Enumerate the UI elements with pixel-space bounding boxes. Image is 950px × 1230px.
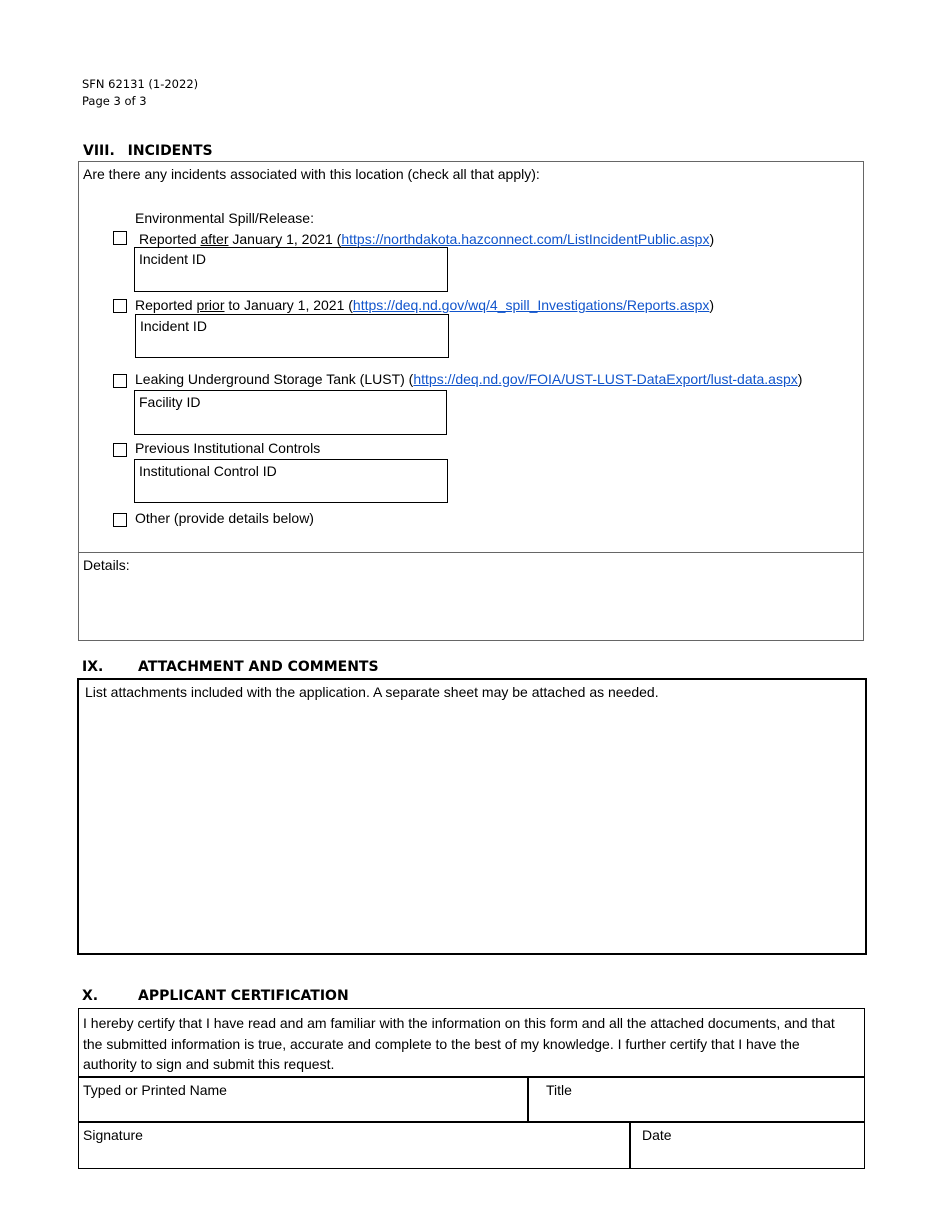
signature-date-divider: [629, 1122, 631, 1168]
lust-label: [135, 371, 802, 387]
reported-after-post: January 1, 2021 (: [228, 231, 342, 247]
title-field[interactable]: [530, 1078, 864, 1121]
section-viii-heading: [83, 143, 213, 159]
printed-name-label: Typed or Printed Name: [83, 1082, 227, 1098]
institutional-control-id-label: Institutional Control ID: [139, 463, 277, 479]
section-ix-title: ATTACHMENT AND COMMENTS: [138, 659, 379, 675]
section-x-number: X.: [82, 988, 99, 1004]
details-panel[interactable]: [78, 552, 864, 641]
hazconnect-link[interactable]: https://northdakota.hazconnect.com/ListIncidentPublic.aspx: [341, 231, 710, 247]
institutional-controls-label: Previous Institutional Controls: [135, 440, 321, 456]
facility-id-label: Facility ID: [139, 394, 201, 410]
date-field[interactable]: [632, 1123, 864, 1167]
reported-after-pre: Reported: [139, 231, 201, 247]
reported-prior-close: ): [709, 297, 715, 313]
reported-prior-emphasis: prior: [196, 297, 225, 313]
details-label: Details:: [83, 557, 130, 573]
attachments-textarea[interactable]: [77, 678, 867, 955]
reported-prior-post: to January 1, 2021 (: [224, 297, 353, 313]
incidents-question: Are there any incidents associated with this location (check all that apply):: [83, 166, 540, 182]
institutional-controls-checkbox[interactable]: [113, 443, 127, 457]
signature-field[interactable]: [80, 1123, 628, 1167]
section-ix-heading: [82, 659, 379, 675]
lust-close: ): [797, 371, 803, 387]
reported-after-label: [139, 231, 714, 247]
signature-label: Signature: [83, 1127, 143, 1143]
name-title-divider: [527, 1077, 529, 1122]
title-label: Title: [546, 1082, 572, 1098]
section-viii-number: VIII.: [83, 143, 115, 159]
reported-after-emphasis: after: [200, 231, 229, 247]
reported-prior-label: [135, 297, 714, 313]
section-x-heading: [82, 988, 349, 1004]
incident-id-after-label: Incident ID: [139, 251, 206, 267]
form-number: SFN 62131 (1-2022): [82, 77, 199, 91]
lust-pre: Leaking Underground Storage Tank (LUST) (: [135, 371, 414, 387]
date-label: Date: [642, 1127, 672, 1143]
reported-prior-checkbox[interactable]: [113, 299, 127, 313]
form-header: [82, 76, 198, 110]
page-number: Page 3 of 3: [82, 94, 147, 108]
other-label: Other (provide details below): [135, 510, 314, 526]
lust-data-link[interactable]: https://deq.nd.gov/FOIA/UST-LUST-DataExport/lust-data.aspx: [413, 371, 798, 387]
certification-statement: I hereby certify that I have read and am familiar with the information on this form and all the attached documents, and that the submitted information is true, accurate and complete to the best of my knowledge. I further certify that I have the authority to sign and submit this request.: [83, 1015, 835, 1072]
institutional-control-id-field[interactable]: [134, 459, 448, 503]
facility-id-field[interactable]: [134, 390, 447, 435]
attachments-instruction: List attachments included with the application. A separate sheet may be attached as needed.: [85, 684, 659, 700]
printed-name-field[interactable]: [80, 1078, 526, 1121]
incident-id-prior-field[interactable]: [135, 314, 449, 358]
lust-checkbox[interactable]: [113, 374, 127, 388]
reported-after-close: ): [709, 231, 715, 247]
reported-prior-pre: Reported: [135, 297, 197, 313]
reported-after-checkbox[interactable]: [113, 231, 127, 245]
section-ix-number: IX.: [82, 659, 104, 675]
spill-heading: Environmental Spill/Release:: [135, 210, 314, 226]
incident-id-prior-label: Incident ID: [140, 318, 207, 334]
incident-id-after-field[interactable]: [134, 247, 448, 292]
section-x-title: APPLICANT CERTIFICATION: [138, 988, 349, 1004]
other-checkbox[interactable]: [113, 513, 127, 527]
section-viii-title: INCIDENTS: [127, 143, 213, 159]
spill-reports-link[interactable]: https://deq.nd.gov/wq/4_spill_Investigations/Reports.aspx: [352, 297, 710, 313]
